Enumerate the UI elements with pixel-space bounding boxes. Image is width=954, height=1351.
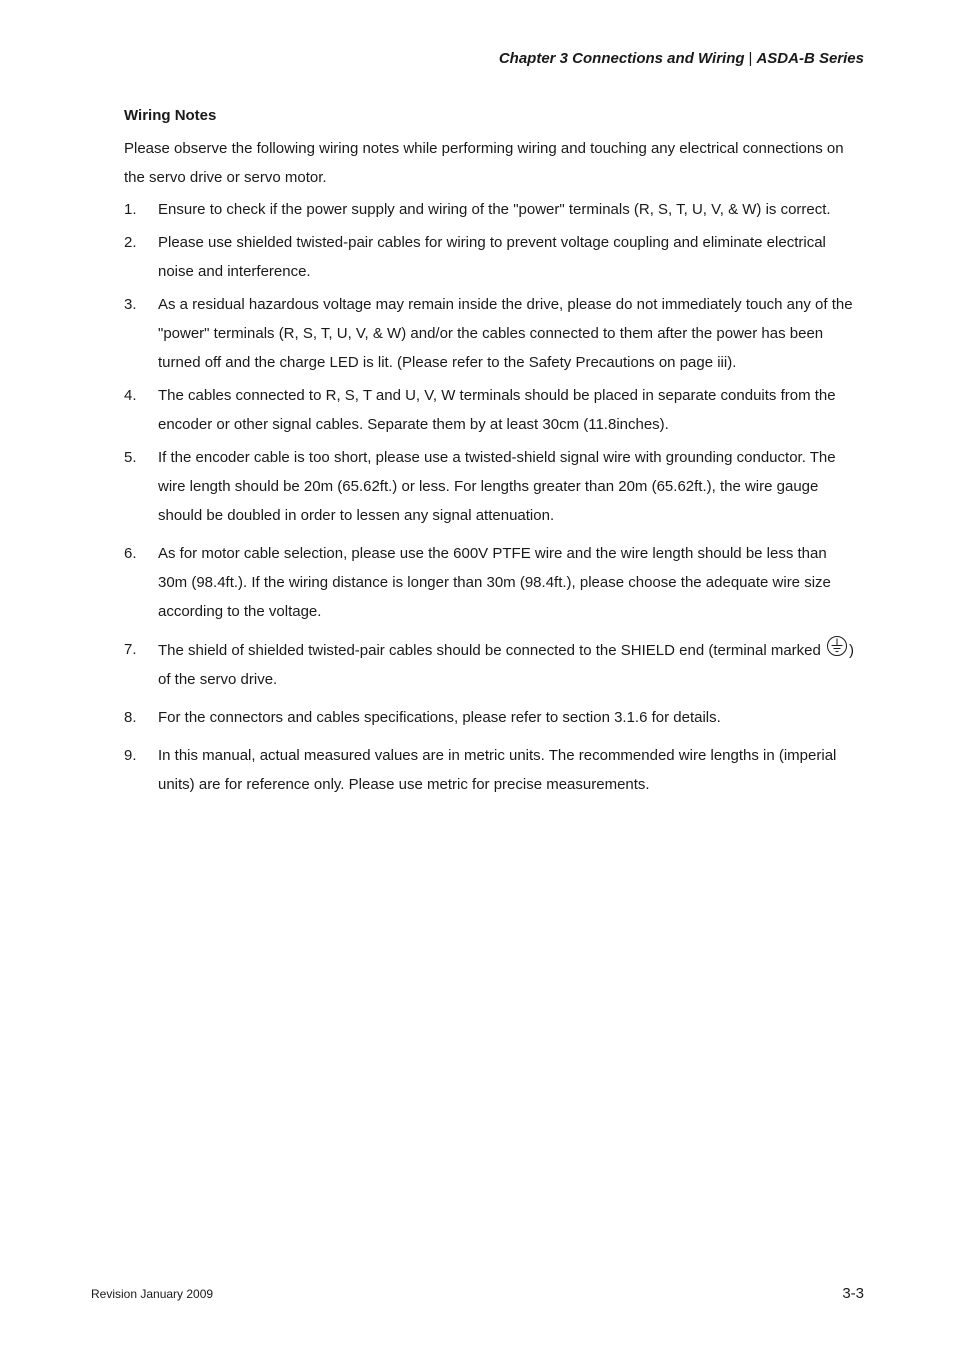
list-item [124,635,856,694]
page-header [499,50,864,67]
series-name: ASDA-B Series [756,50,864,67]
list-item [124,195,856,224]
list-item-number: 8. [124,709,137,726]
list-item-text [158,635,856,694]
page-content [124,101,856,803]
list-item [124,703,856,732]
list-item-number: 9. [124,747,137,764]
revision-date: Revision January 2009 [91,1287,214,1301]
chapter-title: Chapter 3 Connections and Wiring [498,50,745,67]
list-item-text: Ensure to check if the power supply and wiring of the "power" terminals (R, S, T, U, V, & W) is correct. [158,201,831,218]
list-item-text-after-icon: ) of the servo drive. [158,642,855,688]
list-item-number: 1. [124,201,137,218]
list-item-number: 6. [124,545,137,562]
list-item-text: As a residual hazardous voltage may remain inside the drive, please do not immediately touch any of the "power" terminals (R, S, T, U, V, & W) and/or the cables connected to them after the power has been turned off and the charge LED is lit. (Please refer to the Safety Precautions on page iii). [158,296,853,371]
list-item-text: As for motor cable selection, please use the 600V PTFE wire and the wire length should be less than 30m (98.4ft.). If the wiring distance is longer than 30m (98.4ft.), please choose the adequate wire size according to the voltage. [158,545,831,620]
list-item-text: In this manual, actual measured values are in metric units. The recommended wire lengths in (imperial units) are for reference only. Please use metric for precise measurements. [158,747,837,793]
list-item-number: 7. [124,641,137,658]
list-item [124,539,856,626]
list-item-text-before-icon: The shield of shielded twisted-pair cables should be connected to the SHIELD end (terminal marked [158,642,826,659]
list-item-number: 4. [124,387,137,404]
list-item-text: If the encoder cable is too short, please use a twisted-shield signal wire with grounding conductor. The wire length should be 20m (65.62ft.) or less. For lengths greater than 20m (65.62ft.), the wire gauge should be doubled in order to lessen any signal attenuation. [158,449,836,524]
list-item-number: 5. [124,449,137,466]
ground-terminal-icon [826,635,848,657]
list-item [124,381,856,439]
section-title: Wiring Notes [124,107,217,124]
wiring-notes-list [124,195,856,799]
list-item [124,443,856,530]
list-item-number: 3. [124,296,137,313]
header-separator: | [748,50,753,67]
list-item [124,290,856,377]
list-item [124,741,856,799]
list-item-number: 2. [124,234,137,251]
list-item-text: The cables connected to R, S, T and U, V, W terminals should be placed in separate conduits from the encoder or other signal cables. Separate them by at least 30cm (11.8inches). [158,387,836,433]
list-item [124,228,856,286]
list-item-text: Please use shielded twisted-pair cables for wiring to prevent voltage coupling and eliminate electrical noise and interference. [158,234,826,280]
page-number: 3-3 [842,1285,864,1302]
list-item-text: For the connectors and cables specifications, please refer to section 3.1.6 for details. [158,709,721,726]
section-intro: Please observe the following wiring notes while performing wiring and touching any electrical connections on the servo drive or servo motor. [124,140,844,186]
